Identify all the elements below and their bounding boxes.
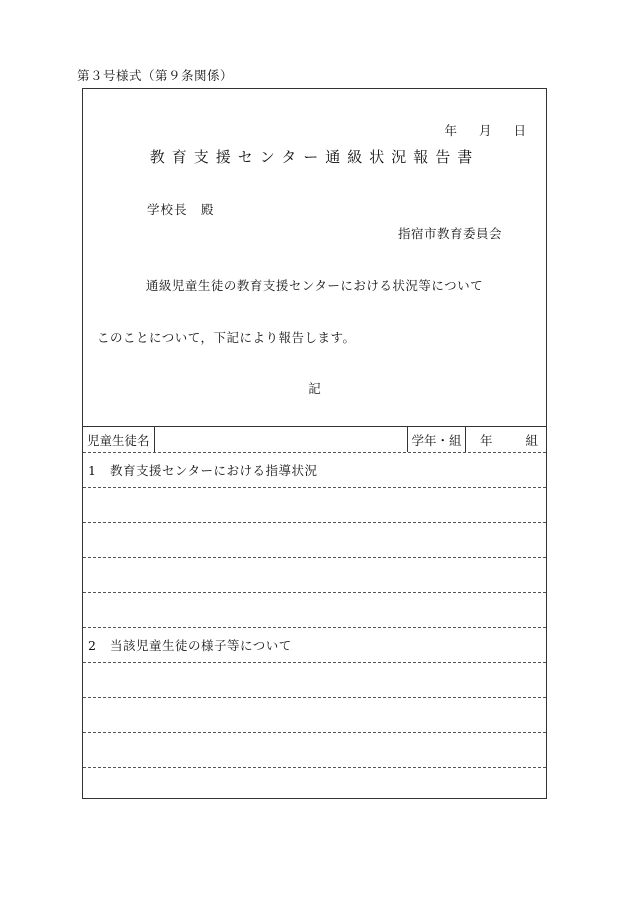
section-title: 教育支援センターにおける指導状況 — [110, 463, 318, 478]
grade-unit: 年 — [480, 432, 493, 448]
section-number: 1 — [88, 462, 97, 478]
grade-class-field[interactable] — [466, 427, 546, 452]
document-title: 教育支援センター通級状況報告書 — [149, 148, 480, 166]
writing-line[interactable] — [83, 523, 546, 558]
student-name-field[interactable] — [155, 427, 408, 452]
date-line — [444, 121, 526, 139]
section-number: 2 — [88, 637, 97, 653]
writing-line[interactable] — [83, 488, 546, 523]
form-number: 第３号様式（第９条関係） — [77, 68, 234, 83]
writing-line[interactable] — [83, 593, 546, 628]
writing-line[interactable] — [83, 663, 546, 698]
writing-line[interactable] — [83, 768, 546, 803]
writing-line[interactable] — [83, 698, 546, 733]
writing-line[interactable] — [83, 733, 546, 768]
body-text: このことについて，下記により報告します。 — [97, 330, 356, 345]
class-unit: 組 — [525, 432, 538, 448]
date-day: 日 — [513, 123, 526, 138]
addressee: 学校長 殿 — [147, 202, 215, 217]
grade-class-label: 学年・組 — [408, 427, 466, 452]
ki-heading: 記 — [308, 381, 321, 396]
student-info-row — [83, 426, 546, 453]
section-heading-2 — [83, 628, 546, 663]
section-heading-1 — [83, 453, 546, 488]
student-name-label: 児童生徒名 — [83, 427, 155, 452]
subject: 通級児童生徒の教育支援センターにおける状況等について — [145, 278, 484, 293]
report-frame — [82, 88, 547, 799]
report-sections — [83, 453, 546, 803]
section-title: 当該児童生徒の様子等について — [110, 638, 292, 653]
date-month: 月 — [478, 123, 492, 138]
date-year: 年 — [444, 123, 457, 138]
writing-line[interactable] — [83, 558, 546, 593]
sender: 指宿市教育委員会 — [397, 226, 502, 241]
